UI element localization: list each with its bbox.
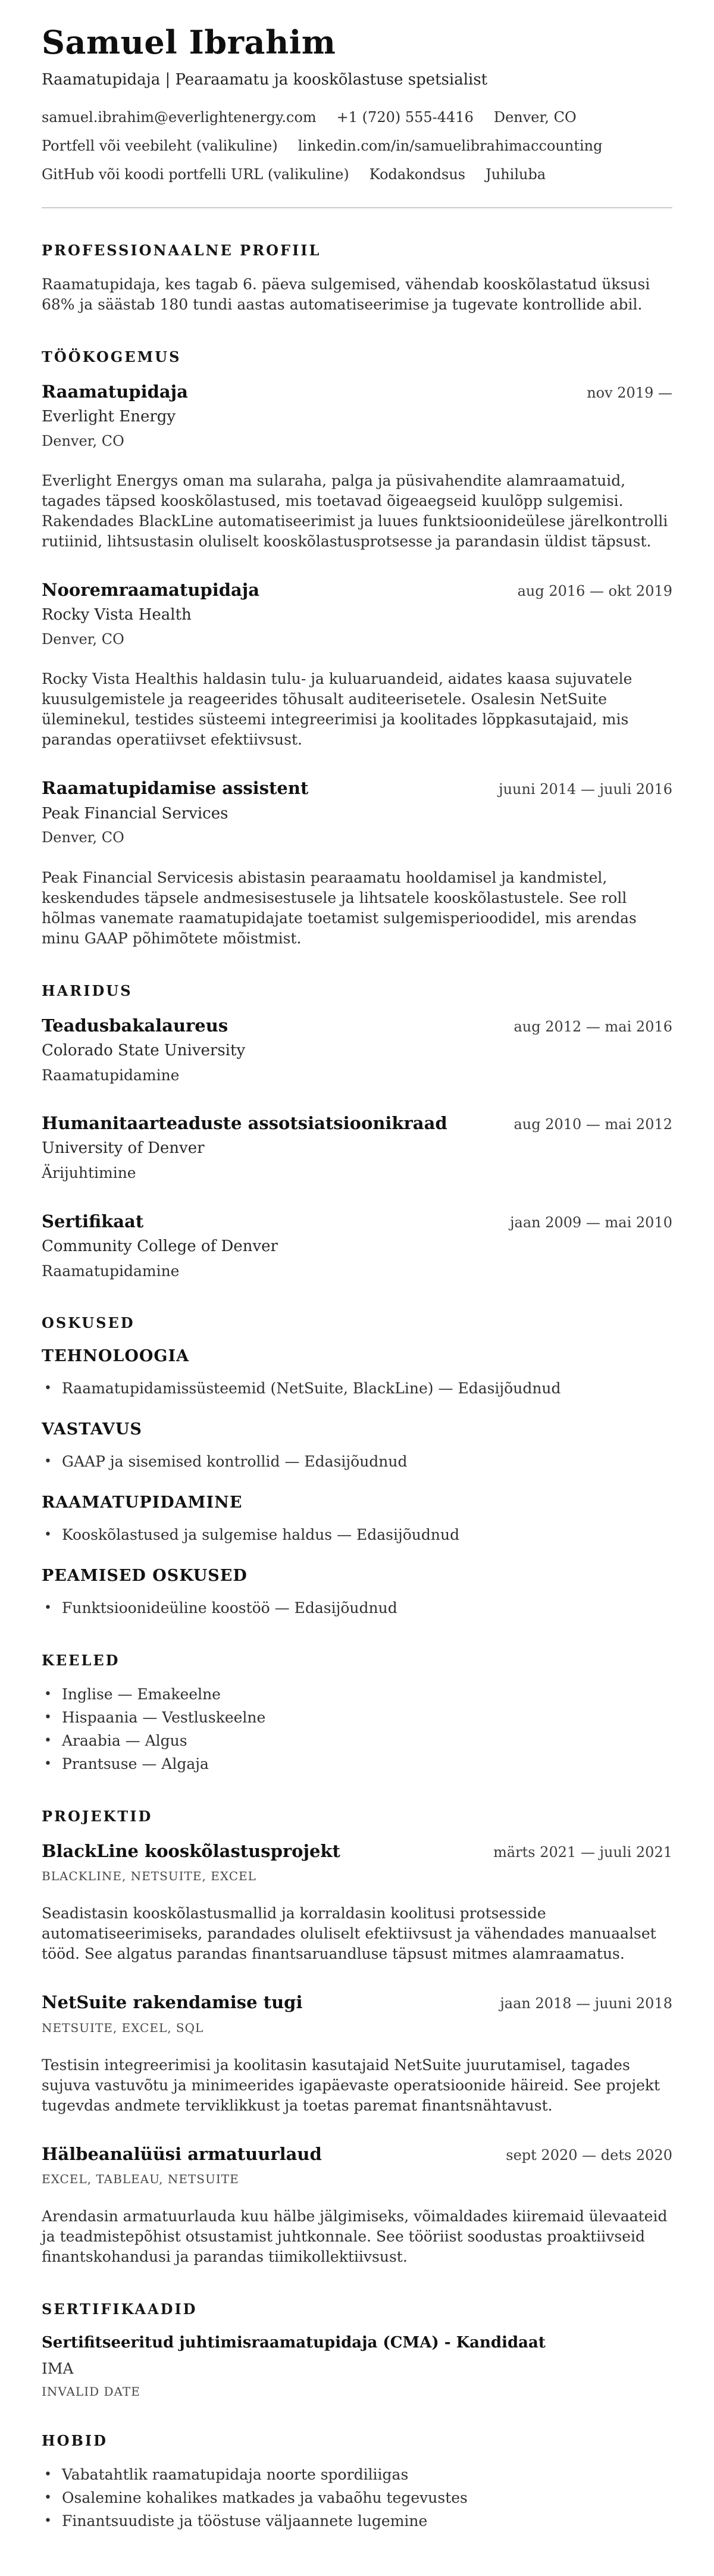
education-date-range: jaan 2009 — mai 2010 — [510, 1214, 672, 1231]
job-description: Everlight Energys oman ma sularaha, palga ja püsivahendite alamraamatuid, tagades täpsed kooskõlastused, mis toetavad õigeaegseid kuulõpp sulgemisi. Rakendades BlackLine automatiseerimist ja luues funktsioonideülese järelkontrolli rutiinid, lihtsustasin oluliselt kooskõlastusprotsesse ja parandasin üldist täpsust. — [42, 472, 668, 551]
project-date-range: jaan 2018 — juuni 2018 — [500, 1995, 672, 2012]
job-location: Denver, CO — [42, 631, 124, 648]
language-text: Araabia — Algus — [62, 1732, 187, 1750]
contact-row-1 — [42, 108, 672, 126]
contact-linkedin: linkedin.com/in/samuelibrahimaccounting — [298, 137, 603, 154]
hobby-item — [42, 2511, 672, 2531]
contact-portfolio: Portfell või veebileht (valikuline) — [42, 137, 278, 154]
education-item — [42, 1112, 672, 1183]
project-title: BlackLine kooskõlastusprojekt — [42, 1841, 340, 1862]
section-heading: KEELED — [42, 1652, 120, 1670]
skill-item — [42, 1598, 672, 1618]
project-item-head — [42, 1840, 672, 1862]
skill-group — [42, 1567, 672, 1618]
certification-title: Sertifitseeritud juhtimisraamatupidaja (CMA) - Kandidaat — [42, 2333, 546, 2352]
certification-date: INVALID DATE — [42, 2384, 140, 2399]
bullet-icon: • — [44, 1733, 52, 1749]
project-item-head — [42, 2143, 672, 2165]
language-item — [42, 1708, 672, 1728]
contact-row-3 — [42, 165, 672, 183]
education-date-range: aug 2010 — mai 2012 — [513, 1116, 672, 1133]
bullet-icon: • — [44, 2467, 52, 2483]
skill-list — [42, 1598, 672, 1618]
section-heading: PROJEKTID — [42, 1808, 153, 1825]
experience-item-head — [42, 381, 672, 402]
skill-text: Kooskõlastused ja sulgemise haldus — Edasijõudnud — [62, 1526, 460, 1544]
degree-title: Sertifikaat — [42, 1211, 144, 1231]
project-title: NetSuite rakendamise tugi — [42, 1992, 303, 2013]
skill-category: PEAMISED OSKUSED — [42, 1567, 248, 1586]
skill-category: RAAMATUPIDAMINE — [42, 1493, 243, 1512]
bullet-icon: • — [44, 1687, 52, 1702]
resume-header — [42, 24, 672, 183]
contact-location: Denver, CO — [493, 108, 577, 126]
job-company: Peak Financial Services — [42, 804, 228, 823]
language-text: Hispaania — Vestluskeelne — [62, 1709, 266, 1727]
skill-list — [42, 1452, 672, 1472]
contact-citizenship: Kodakondsus — [369, 165, 466, 183]
project-date-range: märts 2021 — juuli 2021 — [493, 1844, 672, 1861]
job-title: Raamatupidaja — [42, 381, 188, 402]
certification-item — [42, 2333, 672, 2399]
bullet-icon: • — [44, 2490, 52, 2506]
degree-title: Teadusbakalaureus — [42, 1015, 228, 1036]
section-heading: SERTIFIKAADID — [42, 2300, 198, 2318]
skill-category: VASTAVUS — [42, 1420, 142, 1439]
hobby-item — [42, 2465, 672, 2485]
school-name: Community College of Denver — [42, 1237, 278, 1255]
project-tags: NETSUITE, EXCEL, SQL — [42, 2020, 204, 2035]
skill-list — [42, 1378, 672, 1399]
project-item — [42, 2143, 672, 2267]
profile-summary: Raamatupidaja, kes tagab 6. päeva sulgemised, vähendab kooskõlastatud üksusi 68% ja säästab 180 tundi aastas automatiseerimise ja tugevate kontrollide abil. — [42, 275, 650, 313]
experience-item — [42, 777, 672, 948]
skill-group — [42, 1493, 672, 1545]
degree-title: Humanitaarteaduste assotsiatsioonikraad — [42, 1113, 447, 1134]
language-item — [42, 1731, 672, 1751]
certification-issuer: IMA — [42, 2359, 74, 2377]
project-description: Seadistasin kooskõlastusmallid ja korraldasin koolitusi protsesside automatiseerimiseks, parandades oluliselt efektiivsust ja vähendades manuaalset tööd. See algatus parandas finantsaruandluse täpsust mitmes alamraamatus. — [42, 1905, 656, 1963]
field-of-study: Raamatupidamine — [42, 1066, 180, 1084]
section-skills — [42, 1314, 672, 1618]
headline: Raamatupidaja | Pearaamatu ja kooskõlastuse spetsialist — [42, 71, 488, 89]
contact-drivers-license: Juhiluba — [486, 165, 546, 183]
hobby-text: Osalemine kohalikes matkades ja vabaõhu tegevustes — [62, 2489, 468, 2507]
hobby-text: Vabatahtlik raamatupidaja noorte spordiliigas — [62, 2466, 409, 2484]
section-heading: HOBID — [42, 2432, 108, 2450]
hobby-text: Finantsuudiste ja tööstuse väljaannete lugemine — [62, 2512, 428, 2530]
education-item-head — [42, 1015, 672, 1036]
project-date-range: sept 2020 — dets 2020 — [506, 2146, 672, 2164]
language-item — [42, 1684, 672, 1705]
project-description: Arendasin armatuurlauda kuu hälbe jälgimiseks, võimaldades kiiremaid ülevaateid ja teadmistepõhist otsustamist juhtkonnale. See tööriist soodustas proaktiivseid finantskohandusi ja parandas tiimikollektiivsust. — [42, 2207, 668, 2265]
job-description: Peak Financial Servicesis abistasin pearaamatu hooldamisel ja kandmistel, keskendudes täpsele andmesisestusele ja lihtsatele kooskõlastustele. See roll hõlmas vanemate raamatupidajate toetamist sulgemisperioodidel, mis arendas minu GAAP põhimõtete mõistmist. — [42, 868, 637, 947]
section-work-experience — [42, 348, 672, 949]
education-item — [42, 1015, 672, 1086]
field-of-study: Raamatupidamine — [42, 1262, 180, 1280]
section-heading: OSKUSED — [42, 1314, 135, 1332]
education-date-range: aug 2012 — mai 2016 — [513, 1018, 672, 1035]
project-tags: BLACKLINE, NETSUITE, EXCEL — [42, 1869, 256, 1884]
hobby-item — [42, 2488, 672, 2508]
project-item — [42, 1992, 672, 2115]
skill-group — [42, 1420, 672, 1472]
job-date-range: juuni 2014 — juuli 2016 — [499, 781, 672, 798]
job-date-range: aug 2016 — okt 2019 — [517, 583, 672, 600]
hobby-list — [42, 2465, 672, 2531]
bullet-icon: • — [44, 1381, 52, 1396]
skill-text: Raamatupidamissüsteemid (NetSuite, BlackLine) — Edasijõudnud — [62, 1380, 561, 1398]
skill-category: TEHNOLOOGIA — [42, 1347, 190, 1366]
language-text: Prantsuse — Algaja — [62, 1755, 209, 1773]
education-item-head — [42, 1112, 672, 1134]
section-heading: PROFESSIONAALNE PROFIIL — [42, 241, 321, 259]
field-of-study: Ärijuhtimine — [42, 1164, 136, 1182]
project-item-head — [42, 1992, 672, 2013]
bullet-icon: • — [44, 1454, 52, 1470]
skill-text: GAAP ja sisemised kontrollid — Edasijõudnud — [62, 1453, 408, 1471]
skill-item — [42, 1452, 672, 1472]
contact-row-2 — [42, 137, 672, 155]
section-projects — [42, 1808, 672, 2267]
job-title: Raamatupidamise assistent — [42, 778, 309, 799]
section-education — [42, 982, 672, 1281]
job-company: Rocky Vista Health — [42, 606, 192, 624]
job-title: Nooremraamatupidaja — [42, 580, 260, 601]
section-heading: TÖÖKOGEMUS — [42, 348, 181, 365]
project-title: Hälbeanalüüsi armatuurlaud — [42, 2143, 322, 2164]
skill-text: Funktsioonideüline koostöö — Edasijõudnud — [62, 1599, 397, 1617]
section-professional-profile — [42, 242, 672, 315]
job-description: Rocky Vista Healthis haldasin tulu- ja kuluaruandeid, aidates kaasa sujuvatele kuusulgemistele ja reageerides tõhusalt auditeerisetele. Osalesin NetSuite üleminekul, testides süsteemi integreerimisi ja koolitades lõppkasutajaid, mis parandas operatiivset efektiivsust. — [42, 670, 632, 749]
school-name: University of Denver — [42, 1139, 205, 1158]
contact-phone: +1 (720) 555-4416 — [336, 108, 474, 126]
section-heading: HARIDUS — [42, 981, 133, 999]
page-title: Samuel Ibrahim — [42, 23, 336, 61]
school-name: Colorado State University — [42, 1041, 246, 1059]
skill-item — [42, 1378, 672, 1399]
language-list — [42, 1684, 672, 1774]
project-tags: EXCEL, TABLEAU, NETSUITE — [42, 2171, 239, 2186]
skill-list — [42, 1525, 672, 1545]
bullet-icon: • — [44, 1710, 52, 1725]
experience-item-head — [42, 777, 672, 799]
job-date-range: nov 2019 — — [587, 384, 672, 401]
bullet-icon: • — [44, 2514, 52, 2529]
section-languages — [42, 1652, 672, 1774]
job-company: Everlight Energy — [42, 408, 176, 426]
language-item — [42, 1754, 672, 1774]
contact-github: GitHub või koodi portfelli URL (valikuline) — [42, 165, 349, 183]
skill-item — [42, 1525, 672, 1545]
section-hobbies — [42, 2432, 672, 2531]
bullet-icon: • — [44, 1527, 52, 1543]
bullet-icon: • — [44, 1756, 52, 1772]
bullet-icon: • — [44, 1600, 52, 1616]
experience-item — [42, 381, 672, 552]
job-location: Denver, CO — [42, 432, 124, 449]
language-text: Inglise — Emakeelne — [62, 1686, 221, 1703]
header-divider — [42, 207, 672, 208]
education-item — [42, 1211, 672, 1281]
experience-item — [42, 579, 672, 750]
job-location: Denver, CO — [42, 829, 124, 846]
contact-email: samuel.ibrahim@everlightenergy.com — [42, 108, 317, 126]
skill-group — [42, 1347, 672, 1399]
section-certifications — [42, 2300, 672, 2399]
experience-item-head — [42, 579, 672, 601]
project-description: Testisin integreerimisi ja koolitasin kasutajaid NetSuite juurutamisel, tagades sujuva vastuvõtu ja minimeerides igapäevaste operatsioonide häireid. See projekt tugevdas andmete terviklikkust ja toetas paremat finantsnähtavust. — [42, 2056, 660, 2114]
education-item-head — [42, 1211, 672, 1232]
project-item — [42, 1840, 672, 1964]
